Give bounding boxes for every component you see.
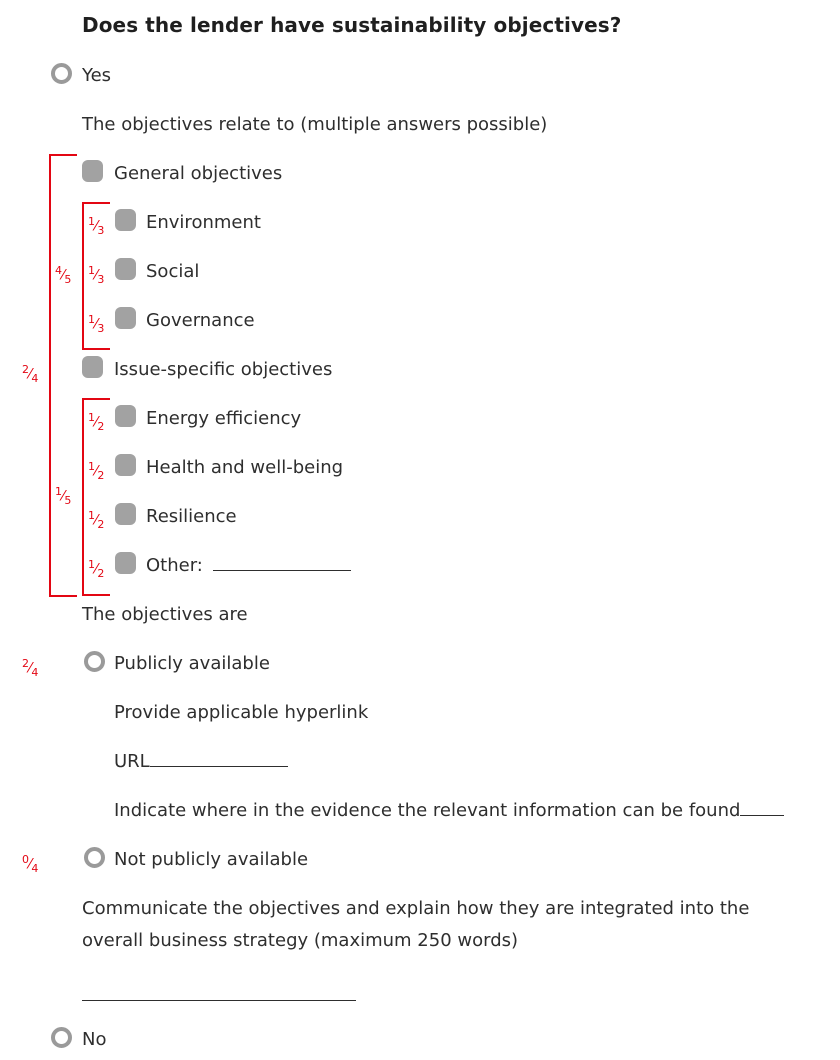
no-label: No [82, 1029, 107, 1050]
general-objectives-checkbox[interactable] [82, 160, 103, 182]
environment-label: Environment [146, 212, 261, 233]
not-public-label: Not publicly available [114, 849, 309, 870]
hyperlink-label: Provide applicable hyperlink [114, 702, 369, 723]
social-checkbox[interactable] [115, 258, 136, 280]
issue-specific-label: Issue-specific objectives [114, 359, 333, 380]
communicate-line-1: Communicate the objectives and explain how they are integrated into the [82, 898, 750, 919]
resilience-checkbox[interactable] [115, 503, 136, 525]
not-public-radio[interactable] [84, 847, 105, 868]
url-label: URL [114, 751, 150, 772]
question-title: Does the lender have sustainability objectives? [82, 13, 622, 37]
public-score: $^2⁄_4$ [22, 657, 39, 679]
url-blank[interactable] [150, 752, 288, 767]
relate-label: The objectives relate to (multiple answers possible) [82, 114, 548, 135]
objectives-are-label: The objectives are [82, 604, 248, 625]
no-radio[interactable] [51, 1027, 72, 1048]
health-score: $^1⁄_2$ [88, 460, 105, 482]
public-label: Publicly available [114, 653, 270, 674]
evidence-label: Indicate where in the evidence the relevant information can be found [114, 800, 741, 821]
social-label: Social [146, 261, 200, 282]
governance-score: $^1⁄_3$ [88, 313, 105, 335]
resilience-score: $^1⁄_2$ [88, 509, 105, 531]
yes-radio[interactable] [51, 63, 72, 84]
evidence-field [114, 800, 784, 821]
energy-efficiency-checkbox[interactable] [115, 405, 136, 427]
governance-checkbox[interactable] [115, 307, 136, 329]
public-radio[interactable] [84, 651, 105, 672]
energy-efficiency-score: $^1⁄_2$ [88, 411, 105, 433]
other-checkbox[interactable] [115, 552, 136, 574]
communicate-blank[interactable] [82, 1000, 356, 1001]
other-score: $^1⁄_2$ [88, 558, 105, 580]
yes-label: Yes [82, 65, 112, 86]
other-text: Other: [146, 555, 203, 576]
issue-group-score: $^1⁄_5$ [55, 485, 72, 507]
environment-checkbox[interactable] [115, 209, 136, 231]
evidence-blank[interactable] [740, 801, 784, 816]
environment-score: $^1⁄_3$ [88, 215, 105, 237]
resilience-label: Resilience [146, 506, 237, 527]
governance-label: Governance [146, 310, 255, 331]
other-label [146, 555, 351, 576]
general-objectives-label: General objectives [114, 163, 283, 184]
health-checkbox[interactable] [115, 454, 136, 476]
issue-specific-checkbox[interactable] [82, 356, 103, 378]
outer-score: $^2⁄_4$ [22, 363, 39, 385]
communicate-line-2: overall business strategy (maximum 250 words) [82, 930, 519, 951]
health-label: Health and well-being [146, 457, 344, 478]
not-public-score: $^0⁄_4$ [22, 853, 39, 875]
url-field [114, 751, 288, 772]
outer-bracket [49, 154, 77, 597]
other-blank[interactable] [213, 556, 351, 571]
general-group-score: $^4⁄_5$ [55, 264, 72, 286]
social-score: $^1⁄_3$ [88, 264, 105, 286]
energy-efficiency-label: Energy efficiency [146, 408, 302, 429]
